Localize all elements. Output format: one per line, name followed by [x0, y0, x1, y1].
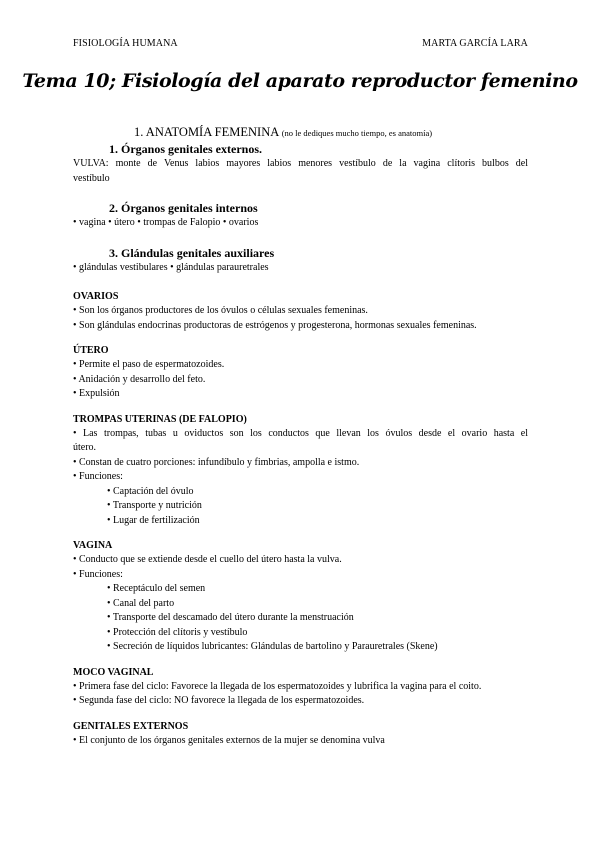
- document-title: Tema 10; Fisiología del aparato reproductor femenino: [22, 70, 578, 92]
- vagina-function-1: • Receptáculo del semen: [107, 583, 206, 594]
- genitales-line: • El conjunto de los órganos genitales externos de la mujer se denomina vulva: [73, 734, 385, 746]
- vagina-heading: VAGINA: [73, 540, 113, 551]
- ovarios-item-1: • Son los órganos productores de los óvulos o células sexuales femeninas.: [73, 305, 368, 316]
- header-right: MARTA GARCÍA LARA: [422, 38, 528, 49]
- trompas-heading: TROMPAS UTERINAS (DE FALOPIO): [73, 413, 247, 425]
- trompas-function-1: • Captación del óvulo: [107, 485, 194, 497]
- ovarios-heading: OVARIOS: [73, 291, 119, 302]
- external-organs-line-2: vestíbulo: [73, 172, 110, 184]
- ovarios-item-2: • Son glándulas endocrinas productoras de estrógenos y progesterona, hormonas sexuales femeninas.: [73, 319, 477, 331]
- trompas-line-2: • Constan de cuatro porciones: infundíbulo y fimbrias, ampolla e istmo.: [73, 456, 360, 468]
- internal-organs-line: • vagina • útero • trompas de Falopio • ovarios: [73, 217, 259, 228]
- anatomy-heading: [134, 124, 528, 141]
- vagina-function-2: • Canal del parto: [107, 597, 175, 609]
- auxiliary-glands-line: • glándulas vestibulares • glándulas parauretrales: [73, 261, 269, 273]
- genitales-heading: GENITALES EXTERNOS: [73, 720, 189, 732]
- vagina-function-4: • Protección del clítoris y vestíbulo: [107, 626, 248, 638]
- trompas-line-1a: • Las trompas, tubas u oviductos son los conductos que llevan los óvulos desde el ovario hasta el: [73, 427, 528, 439]
- anatomy-note: (no le dediques mucho tiempo, es anatomía): [281, 128, 433, 138]
- vagina-function-3: • Transporte del descamado del útero durante la menstruación: [107, 612, 354, 623]
- vagina-line-1: • Conducto que se extiende desde el cuello del útero hasta la vulva.: [73, 554, 342, 565]
- trompas-function-2: • Transporte y nutrición: [107, 500, 202, 511]
- vagina-function-5: • Secreción de líquidos lubricantes: Glándulas de bartolino y Parauretrales (Skene): [107, 641, 438, 652]
- trompas-line-1b: útero.: [73, 442, 97, 453]
- moco-heading: MOCO VAGINAL: [73, 666, 154, 678]
- utero-item-1: • Permite el paso de espermatozoides.: [73, 359, 225, 370]
- header-left: FISIOLOGÍA HUMANA: [73, 38, 178, 49]
- anatomy-heading-text: 1. ANATOMÍA FEMENINA: [134, 125, 279, 139]
- external-organs-line-1: VULVA: monte de Venus labios mayores labios menores vestíbulo de la vagina clítoris bulbos del: [73, 158, 528, 169]
- utero-item-2: • Anidación y desarrollo del feto.: [73, 373, 206, 385]
- trompas-line-3: • Funciones:: [73, 471, 123, 482]
- utero-heading: ÚTERO: [73, 345, 109, 356]
- utero-item-3: • Expulsión: [73, 388, 120, 399]
- vagina-line-2: • Funciones:: [73, 568, 123, 580]
- document-body: [73, 124, 528, 748]
- trompas-function-3: • Lugar de fertilización: [107, 514, 200, 526]
- moco-item-1: • Primera fase del ciclo: Favorece la llegada de los espermatozoides y lubrifica la vagina para el coito.: [73, 680, 482, 692]
- auxiliary-glands-heading: 3. Glándulas genitales auxiliares: [109, 245, 275, 260]
- external-organs-heading: 1. Órganos genitales externos.: [109, 142, 262, 156]
- moco-item-2: • Segunda fase del ciclo: NO favorece la llegada de los espermatozoides.: [73, 695, 365, 706]
- internal-organs-heading: 2. Órganos genitales internos: [109, 201, 258, 215]
